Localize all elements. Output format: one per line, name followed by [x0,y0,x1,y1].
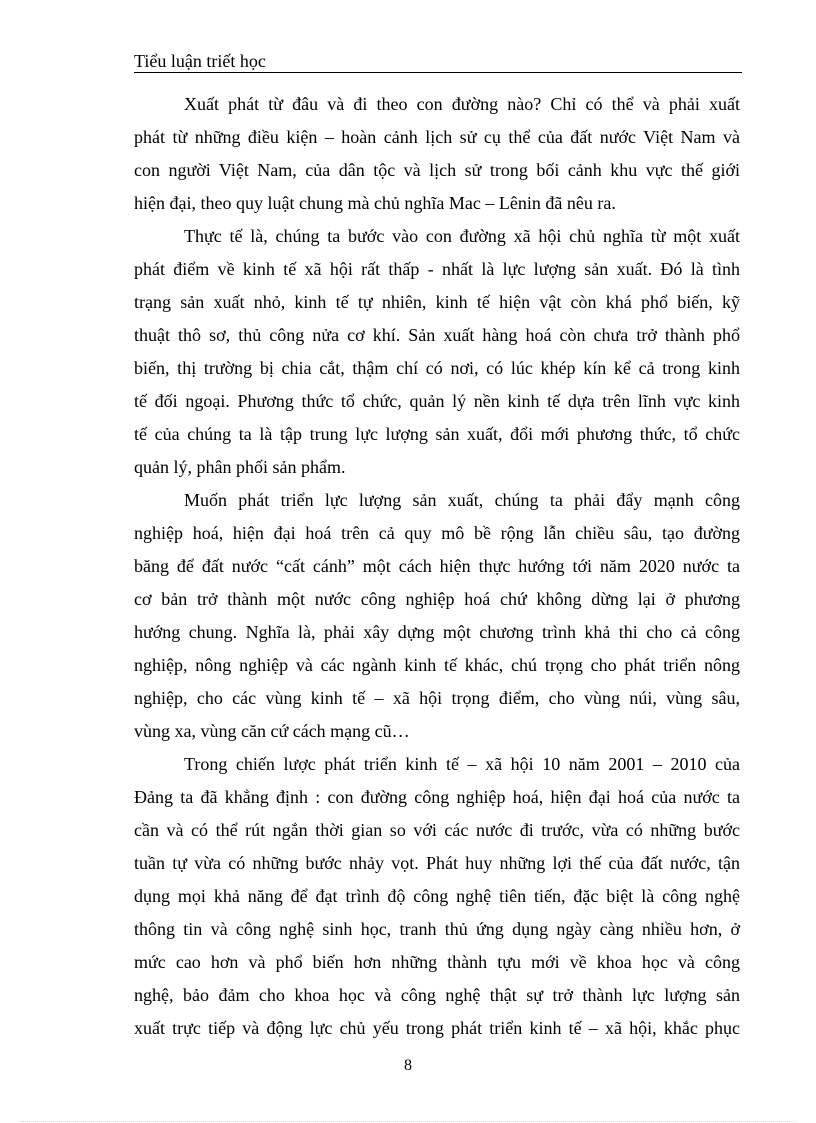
text-line: cơ bản trở thành một nước công nghiệp hoá chứ không dừng lại ở phương [134,589,740,609]
text-line: thuật thô sơ, thủ công nửa cơ khí. Sản xuất hàng hoá còn chưa trở thành phổ [134,325,740,345]
header-title: Tiểu luận triết học [134,51,266,71]
text-line: Thực tế là, chúng ta bước vào con đường xã hội chủ nghĩa từ một xuất [184,226,740,246]
text-line: thông tin và công nghệ sinh học, tranh thủ ứng dụng ngày càng nhiều hơn, ở [134,919,740,939]
text-line: xuất trực tiếp và động lực chủ yếu trong phát triển kinh tế – xã hội, khắc phục [134,1018,740,1038]
text-line: nghệ, bảo đảm cho khoa học và công nghệ thật sự trở thành lực lượng sản [134,985,740,1005]
text-line: tuần tự vừa có những bước nhảy vọt. Phát huy những lợi thế của đất nước, tận [134,853,740,873]
text-line: Đảng ta đã khẳng định : con đường công nghiệp hoá, hiện đại hoá của nước ta [134,787,740,807]
page-number: 8 [404,1057,412,1074]
text-line: mức cao hơn và phổ biến hơn những thành tựu mới về khoa học và công [134,952,740,972]
text-line: dụng mọi khả năng để đạt trình độ công nghệ tiên tiến, đặc biệt là công nghệ [134,886,740,906]
text-line: phát từ những điều kiện – hoàn cảnh lịch sử cụ thể của đất nước Việt Nam và [134,127,740,147]
text-line: biến, thị trường bị chia cắt, thậm chí có nơi, có lúc khép kín kể cả trong kinh [134,358,740,378]
text-line: Muốn phát triển lực lượng sản xuất, chúng ta phải đẩy mạnh công [184,490,740,510]
text-line: vùng xa, vùng căn cứ cách mạng cũ… [134,721,410,741]
text-line: Xuất phát từ đâu và đi theo con đường nào? Chỉ có thể và phải xuất [184,94,740,114]
text-line: con người Việt Nam, của dân tộc và lịch sử trong bối cảnh khu vực thế giới [134,160,740,180]
text-line: cần và có thể rút ngắn thời gian so với các nước đi trước, vừa có những bước [134,820,740,840]
text-line: nghiệp, nông nghiệp và các ngành kinh tế khác, chú trọng cho phát triển nông [134,655,740,675]
text-line: hiện đại, theo quy luật chung mà chủ nghĩa Mac – Lênin đã nêu ra. [134,193,616,213]
text-line: nghiệp, cho các vùng kinh tế – xã hội trọng điểm, cho vùng núi, vùng sâu, [134,688,740,708]
text-line: Trong chiến lược phát triển kinh tế – xã hội 10 năm 2001 – 2010 của [184,754,740,774]
page-bottom-divider [20,1121,796,1122]
page-header [134,50,742,73]
text-line: trạng sản xuất nhỏ, kinh tế tự nhiên, kinh tế hiện vật còn khá phổ biến, kỹ [134,292,740,312]
text-line: tế của chúng ta là tập trung lực lượng sản xuất, đổi mới phương thức, tổ chức [134,424,740,444]
text-line: tế đối ngoại. Phương thức tổ chức, quản lý nền kinh tế dựa trên lĩnh vực kinh [134,391,740,411]
text-line: hướng chung. Nghĩa là, phải xây dựng một chương trình khả thi cho cả công [134,622,740,642]
text-line: quản lý, phân phối sản phẩm. [134,457,346,477]
text-line: nghiệp hoá, hiện đại hoá trên cả quy mô bề rộng lẫn chiều sâu, tạo đường [134,523,740,543]
text-line: phát điểm về kinh tế xã hội rất thấp - nhất là lực lượng sản xuất. Đó là tình [134,259,740,279]
text-line: băng để đất nước “cất cánh” một cách hiện thực hướng tới năm 2020 nước ta [134,556,740,576]
